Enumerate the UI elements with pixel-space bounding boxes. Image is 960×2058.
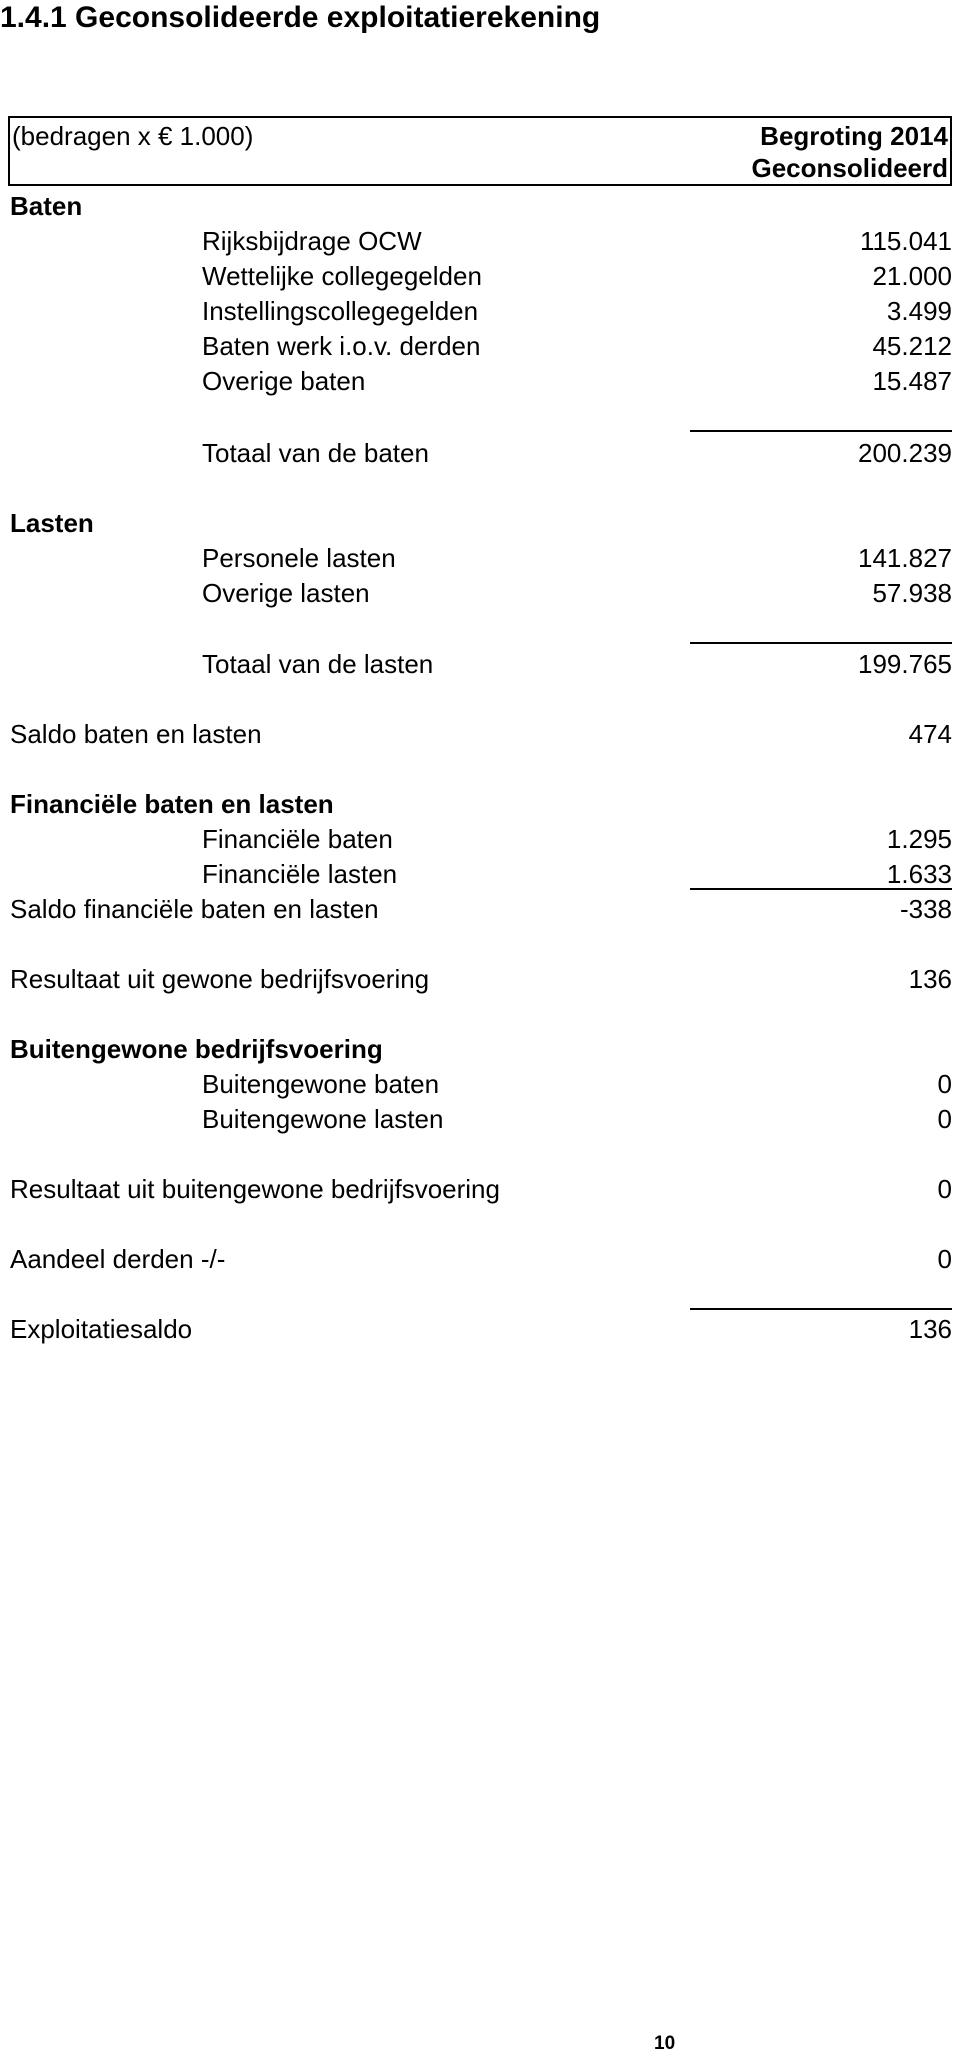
column-header-line1: Begroting 2014 (760, 121, 948, 151)
subtotal-rule (690, 1308, 952, 1310)
row-value-overige-lasten: 57.938 (872, 578, 952, 608)
resultaat-buitengewoon-label: Resultaat uit buitengewone bedrijfsvoering (10, 1174, 500, 1204)
row-label-wettelijke-collegegelden: Wettelijke collegegelden (202, 261, 482, 291)
row-value-baten-werk-derden: 45.212 (872, 331, 952, 361)
page-number: 10 (654, 2033, 676, 2054)
exploitatiesaldo-value: 136 (908, 1314, 952, 1344)
saldo-value: 474 (908, 719, 952, 749)
total-baten-label: Totaal van de baten (202, 438, 429, 468)
row-label-baten-werk-derden: Baten werk i.o.v. derden (202, 331, 481, 361)
resultaat-gewoon-label: Resultaat uit gewone bedrijfsvoering (10, 964, 430, 994)
row-value-instellingscollegegelden: 3.499 (886, 296, 952, 326)
row-label-overige-lasten: Overige lasten (202, 578, 370, 608)
subtotal-rule (690, 888, 952, 890)
row-value-buitengewone-lasten: 0 (937, 1104, 952, 1134)
total-lasten-value: 199.765 (858, 649, 952, 679)
exploitatiesaldo-label: Exploitatiesaldo (10, 1314, 193, 1344)
lasten-heading: Lasten (10, 508, 94, 538)
subtotal-rule (690, 642, 952, 644)
row-value-overige-baten: 15.487 (872, 366, 952, 396)
row-value-buitengewone-baten: 0 (937, 1069, 952, 1099)
row-value-wettelijke-collegegelden: 21.000 (872, 261, 952, 291)
total-baten-value: 200.239 (858, 438, 952, 468)
unit-label: (bedragen x € 1.000) (12, 121, 254, 151)
saldo-financieel-value: -338 (899, 894, 952, 924)
row-label-financiele-lasten: Financiële lasten (202, 859, 398, 889)
financieel-heading: Financiële baten en lasten (10, 789, 334, 819)
row-label-buitengewone-baten: Buitengewone baten (202, 1069, 440, 1099)
row-value-personele-lasten: 141.827 (858, 543, 952, 573)
saldo-financieel-label: Saldo financiële baten en lasten (10, 894, 379, 924)
resultaat-buitengewoon-value: 0 (937, 1174, 952, 1204)
row-label-instellingscollegegelden: Instellingscollegegelden (202, 296, 479, 326)
row-label-rijksbijdrage: Rijksbijdrage OCW (202, 226, 422, 256)
row-label-personele-lasten: Personele lasten (202, 543, 396, 573)
subtotal-rule (690, 430, 952, 432)
baten-heading: Baten (10, 191, 83, 221)
row-value-financiele-lasten: 1.633 (886, 859, 952, 889)
row-value-rijksbijdrage: 115.041 (859, 226, 952, 256)
row-label-overige-baten: Overige baten (202, 366, 366, 396)
buitengewoon-heading: Buitengewone bedrijfsvoering (10, 1034, 383, 1064)
column-header-line2: Geconsolideerd (751, 153, 948, 183)
row-label-financiele-baten: Financiële baten (202, 824, 393, 854)
row-label-buitengewone-lasten: Buitengewone lasten (202, 1104, 444, 1134)
resultaat-gewoon-value: 136 (908, 964, 952, 994)
page-title: 1.4.1 Geconsolideerde exploitatierekening (0, 1, 601, 34)
row-value-financiele-baten: 1.295 (886, 824, 952, 854)
aandeel-derden-label: Aandeel derden -/- (10, 1244, 226, 1274)
aandeel-derden-value: 0 (937, 1244, 952, 1274)
total-lasten-label: Totaal van de lasten (202, 649, 434, 679)
saldo-label: Saldo baten en lasten (10, 719, 262, 749)
